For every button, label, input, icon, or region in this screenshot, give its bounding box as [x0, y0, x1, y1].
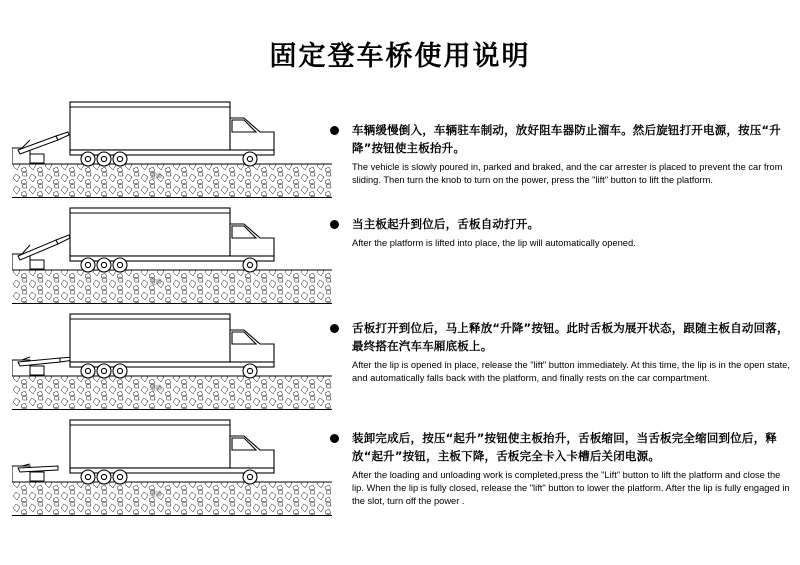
bullet-icon	[330, 126, 339, 135]
step-1-text-cn: 车辆缓慢倒入，车辆驻车制动，放好阻车器防止溜车。然后旋钮打开电源，按压“升降”按钮使主板抬升。	[352, 123, 781, 155]
step-3-text-en: After the lip is opened in place, release the "lift" button immediately. At this time, the lip is in the open state, and automatically falls back with the platform, and finally rests on the car compartment.	[352, 359, 790, 383]
illustration-panel-3	[12, 300, 332, 410]
bullet-icon	[330, 220, 339, 229]
page-title: 固定登车桥使用说明	[269, 41, 531, 72]
svg-text:道路: 道路	[150, 173, 163, 180]
svg-text:道路: 道路	[150, 279, 163, 286]
bullet-icon	[330, 434, 339, 443]
step-4-text-cn: 装卸完成后，按压“起升”按钮使主板抬升，舌板缩回，当舌板完全缩回到位后，释放“起升”按钮，主板下降，舌板完全卡入卡槽后关闭电源。	[352, 431, 778, 463]
step-3-text-cn: 舌板打开到位后，马上释放“升降”按钮。此时舌板为展开状态，跟随主板自动回落，最终搭在汽车车厢底板上。	[352, 321, 789, 353]
illustration-panel-4	[12, 406, 332, 516]
step-4-text-en: After the loading and unloading work is completed,press the "Lift" button to lift the platform and close the lip. When the lip is fully closed, release the "lift" button to lower the platform. After the lip is fully engaged in the slot, turn off the power .	[352, 469, 790, 506]
step-4	[330, 430, 792, 508]
svg-text:道路: 道路	[150, 491, 163, 498]
step-1	[330, 122, 792, 187]
illustration-panel-2	[12, 194, 332, 304]
step-2-text-en: After the platform is lifted into place, the lip will automatically opened.	[352, 237, 636, 248]
step-2	[330, 216, 792, 250]
step-1-text-en: The vehicle is slowly poured in, parked and braked, and the car arrester is placed to prevent the car from sliding. Then turn the knob to turn on the power, press the "lift" button to lift the platform.	[352, 161, 783, 185]
step-3	[330, 320, 792, 385]
step-2-text-cn: 当主板起升到位后，舌板自动打开。	[352, 217, 540, 231]
illustration-panel-1	[12, 88, 332, 198]
svg-text:道路: 道路	[150, 385, 163, 392]
bullet-icon	[330, 324, 339, 333]
